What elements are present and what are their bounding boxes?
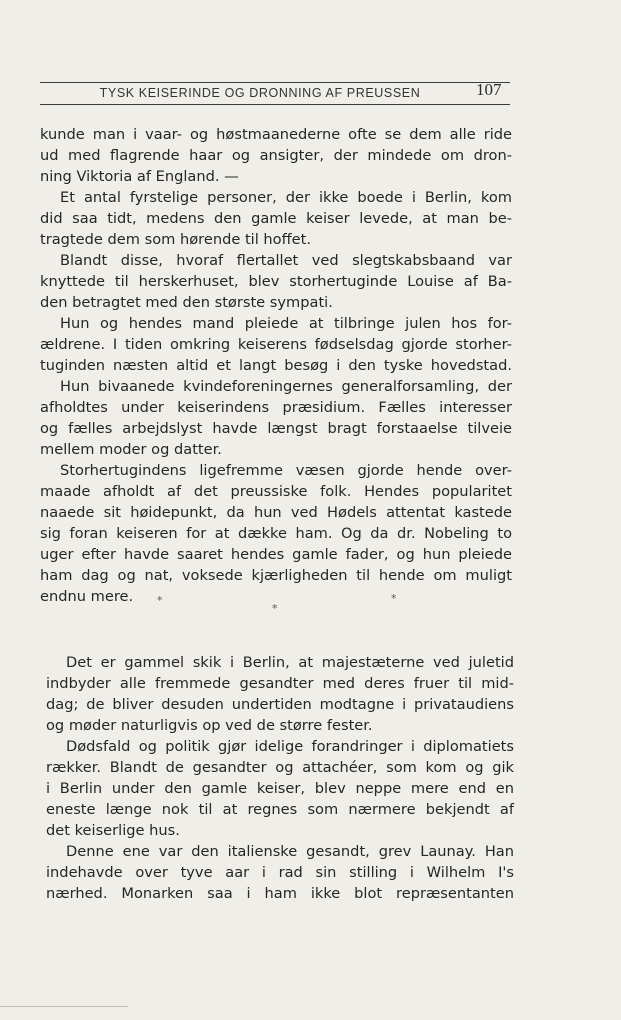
text-line: endnu mere. [40, 588, 134, 605]
text-line: Storhertugindens ligefremme væsen gjorde hende over- [60, 462, 512, 479]
section-separator-asterisk: * [157, 594, 163, 607]
text-line: knyttede til herskerhuset, blev storhertuginde Louise af Ba- [40, 273, 512, 290]
text-line: tuginden næsten altid et langt besøg i den tyske hovedstad. [40, 357, 512, 374]
text-line: ning Viktoria af England. — [40, 168, 239, 185]
text-line: Blandt disse, hvoraf flertallet ved slegtskabsbaand var [60, 252, 512, 269]
text-line: nærhed. Monarken saa i ham ikke blot repræsentanten [46, 885, 514, 902]
text-line: den betragtet med den største sympati. [40, 294, 333, 311]
text-line: Det er gammel skik i Berlin, at majestæterne ved juletid [66, 654, 514, 671]
text-line: sig foran keiseren for at dække ham. Og da dr. Nobeling to [40, 525, 512, 542]
text-line: mellem moder og datter. [40, 441, 222, 458]
text-line: naaede sit høidepunkt, da hun ved Hødels attentat kastede [40, 504, 512, 521]
text-line: og fælles arbejdslyst havde længst bragt forstaaelse tilveie [40, 420, 512, 437]
text-line: rækker. Blandt de gesandter og attachéer, som kom og gik [46, 759, 514, 776]
text-line: eneste længe nok til at regnes som nærmere bekjendt af [46, 801, 514, 818]
text-line: det keiserlige hus. [46, 822, 180, 839]
text-line: kunde man i vaar- og høstmaanederne ofte se dem alle ride [40, 126, 512, 143]
text-line: tragtede dem som hørende til hoffet. [40, 231, 312, 248]
text-block-2 [46, 652, 514, 904]
text-line: ud med flagrende haar og ansigter, der mindede om dron- [40, 147, 512, 164]
text-line: Dødsfald og politik gjør idelige forandringer i diplomatiets [66, 738, 514, 755]
header-rule-bottom [40, 104, 510, 105]
text-line: Hun bivaanede kvindeforeningernes generalforsamling, der [60, 378, 512, 395]
text-line: uger efter havde saaret hendes gamle fader, og hun pleiede [40, 546, 512, 563]
text-line: Et antal fyrstelige personer, der ikke boede i Berlin, kom [60, 189, 512, 206]
text-line: dag; de bliver desuden undertiden modtagne i privataudiens [46, 696, 514, 713]
header-rule-top [40, 82, 510, 83]
text-line: ham dag og nat, voksede kjærligheden til hende om muligt [40, 567, 512, 584]
text-line: Denne ene var den italienske gesandt, grev Launay. Han [66, 843, 514, 860]
text-line: Hun og hendes mand pleiede at tilbringe julen hos for- [60, 315, 512, 332]
page-edge-mark [0, 1006, 128, 1007]
text-line: og møder naturligvis op ved de større fester. [46, 717, 373, 734]
section-separator-asterisk: * [272, 602, 278, 615]
section-separator-asterisk: * [391, 592, 397, 605]
text-line: indbyder alle fremmede gesandter med deres fruer til mid- [46, 675, 514, 692]
text-block-1 [40, 124, 512, 607]
page-number: 107 [476, 80, 502, 99]
text-line: did saa tidt, medens den gamle keiser levede, at man be- [40, 210, 512, 227]
text-line: i Berlin under den gamle keiser, blev neppe mere end en [46, 780, 514, 797]
text-line: indehavde over tyve aar i rad sin stilling i Wilhelm I's [46, 864, 514, 881]
text-line: maade afholdt af det preussiske folk. Hendes popularitet [40, 483, 512, 500]
text-line: ældrene. I tiden omkring keiserens fødselsdag gjorde storher- [40, 336, 512, 353]
running-header: TYSK KEISERINDE OG DRONNING AF PREUSSEN [99, 86, 421, 100]
text-line: afholdtes under keiserindens præsidium. Fælles interesser [40, 399, 512, 416]
